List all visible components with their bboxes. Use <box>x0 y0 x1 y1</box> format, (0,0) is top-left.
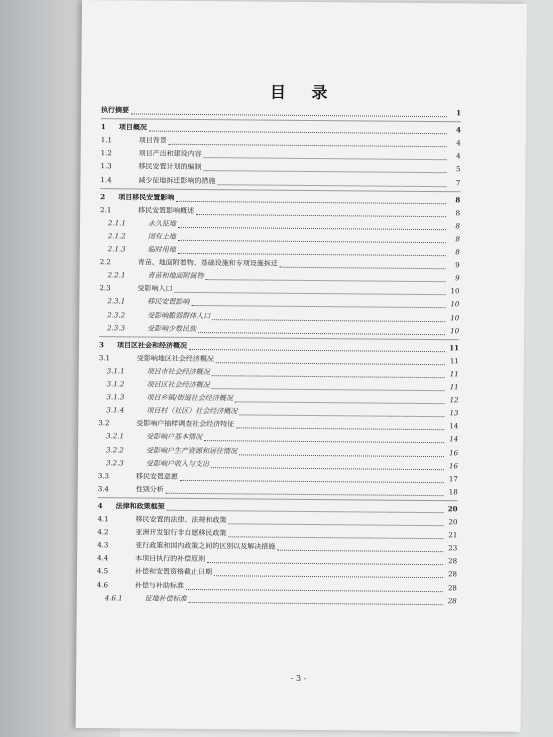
toc-entry-label: 国有土地 <box>147 232 176 241</box>
toc-entry-label: 减少征地拆迁影响的措施 <box>138 175 216 185</box>
toc-entry-number: 1.3 <box>100 162 112 171</box>
toc-entry <box>100 174 460 189</box>
dot-leader <box>212 319 445 322</box>
dot-leader <box>239 415 444 418</box>
dot-leader <box>204 170 447 173</box>
toc-entry-label: 移民安置意愿 <box>135 472 178 481</box>
toc-entry-number: 3.1.3 <box>106 393 125 402</box>
toc-entry-number: 2.3.2 <box>107 310 126 319</box>
toc-entry-page: 10 <box>450 326 460 335</box>
toc-entry-number: 2 <box>100 191 106 201</box>
toc-entry-page: 8 <box>455 194 461 204</box>
toc-entry-label: 执行摘要 <box>101 105 130 115</box>
dot-leader <box>280 267 446 269</box>
toc-entry-page: 4 <box>455 125 461 135</box>
toc-entry-number: 3.2.1 <box>106 432 125 441</box>
toc-entry <box>98 483 458 498</box>
toc-entry-page: 10 <box>450 313 460 322</box>
toc-entry-page: 12 <box>449 396 459 405</box>
dot-leader <box>196 214 446 217</box>
toc-entry-page: 28 <box>447 596 457 605</box>
toc-entry-label: 受影响户基本情况 <box>146 432 203 442</box>
dot-leader <box>169 144 447 147</box>
dot-leader <box>204 440 444 443</box>
toc-entry-label: 项目背景 <box>138 136 167 145</box>
toc-entry-label: 移民安置的法律、法规和政策 <box>135 515 227 525</box>
toc-entry-page: 9 <box>455 274 460 283</box>
toc-entry-page: 20 <box>447 504 458 514</box>
dot-leader <box>235 401 445 404</box>
dot-leader <box>217 184 446 187</box>
toc-entry-number: 2.3.3 <box>107 323 125 332</box>
toc-entry-number: 3.1.2 <box>106 380 125 389</box>
dot-leader <box>211 467 444 470</box>
toc-entry-label: 项目市社会经济概况 <box>146 367 210 377</box>
table-of-contents <box>96 104 466 605</box>
dot-leader <box>277 550 443 552</box>
toc-entry-number: 4.1 <box>97 515 109 524</box>
toc-entry-label: 项目区社会和经济概况 <box>116 340 188 350</box>
toc-entry-number: 1.1 <box>100 136 112 145</box>
toc-entry-label: 移民安置影响概述 <box>138 206 195 215</box>
toc-entry-page: 21 <box>448 531 458 540</box>
toc-entry-page: 28 <box>448 557 458 566</box>
toc-entry-page: 1 <box>456 108 462 118</box>
toc-entry <box>101 104 461 119</box>
toc-entry-label: 项目区社会经济概况 <box>146 380 210 390</box>
toc-entry-page: 23 <box>448 544 458 553</box>
dot-leader <box>186 588 443 591</box>
toc-entry-page: 10 <box>450 287 460 296</box>
dot-leader <box>149 131 447 135</box>
toc-entry-number: 2.3.1 <box>107 297 126 306</box>
toc-entry-label: 受影响户收入与支出 <box>145 459 209 468</box>
toc-entry-label: 法律和政策框架 <box>115 501 165 511</box>
toc-entry-label: 性别分析 <box>135 485 164 494</box>
dot-leader <box>131 113 447 117</box>
toc-entry-number: 3 <box>98 339 104 349</box>
toc-entry-number: 3.2 <box>98 419 110 428</box>
toc-entry-number: 2.1 <box>100 205 112 214</box>
toc-entry <box>99 322 459 337</box>
toc-entry-number: 4.6 <box>96 580 109 589</box>
dot-leader <box>207 562 443 565</box>
toc-entry-number: 2.2.1 <box>107 271 126 280</box>
dot-leader <box>198 332 445 335</box>
toc-entry-page: 11 <box>449 383 459 392</box>
toc-entry-label: 移民安置计划的编制 <box>138 162 202 172</box>
toc-entry-label: 青苗和地面附属物 <box>147 271 204 281</box>
toc-entry-number: 3.3 <box>97 471 110 480</box>
toc-entry-label: 项目产出和建设内容 <box>138 149 202 159</box>
toc-entry-label: 补偿和安置资格截止日期 <box>134 567 213 577</box>
toc-entry-label: 受影响少数民族 <box>147 324 197 333</box>
toc-entry-number: 3.1 <box>98 353 111 363</box>
toc-entry-label: 项目乡镇/街道社会经济概况 <box>146 393 233 403</box>
toc-entry-number: 3.1.1 <box>106 367 125 376</box>
toc-entry-page: 10 <box>450 300 460 309</box>
toc-entry-label: 临时用地 <box>147 245 176 254</box>
toc-entry <box>97 592 457 607</box>
toc-entry-number: 1.4 <box>100 175 112 184</box>
toc-entry-number: 2.1.3 <box>107 245 126 254</box>
dot-leader <box>214 576 443 579</box>
toc-entry-label: 移民安置影响 <box>147 297 190 307</box>
toc-entry-number: 3.1.4 <box>106 406 125 415</box>
toc-entry-page: 7 <box>455 178 461 187</box>
toc-entry-number: 3.2.3 <box>105 458 124 467</box>
toc-entry-page: 9 <box>455 261 460 270</box>
dot-leader <box>212 388 445 391</box>
dot-leader <box>178 227 446 230</box>
dot-leader <box>178 240 446 243</box>
toc-entry-page: 28 <box>448 570 458 579</box>
dot-leader <box>189 602 443 605</box>
page-title: 目 录 <box>269 82 338 103</box>
dot-leader <box>176 200 446 203</box>
toc-entry-page: 13 <box>449 409 459 418</box>
dot-leader <box>206 279 446 282</box>
toc-entry-label: 青苗、地面附着物、基础设施和专项设施拆迁 <box>137 258 278 268</box>
toc-entry-number: 4 <box>97 501 103 511</box>
dot-leader <box>191 305 445 308</box>
toc-entry-number: 4.3 <box>97 541 109 550</box>
toc-entry-label: 受影响地区社会经济概况 <box>136 354 214 363</box>
toc-entry-page: 28 <box>447 583 457 592</box>
dot-leader <box>166 493 444 496</box>
toc-entry-page: 4 <box>456 152 461 161</box>
document-page <box>76 0 527 732</box>
toc-entry-page: 8 <box>455 208 461 217</box>
toc-entry-label: 亚行政策和国内政策之间的区别以及解决措施 <box>135 541 276 551</box>
dot-leader <box>239 454 444 457</box>
toc-entry-number: 4.2 <box>97 528 109 537</box>
toc-entry-label: 受影响户生产资源和居住情况 <box>146 446 238 455</box>
toc-entry-label: 本项目执行的补偿原则 <box>135 554 206 564</box>
dot-leader <box>236 428 444 431</box>
toc-entry-number: 2.1.2 <box>107 232 126 241</box>
toc-entry-label: 征地补偿标准 <box>144 594 187 603</box>
toc-entry-label: 永久征地 <box>148 219 177 228</box>
toc-entry-page: 8 <box>455 248 460 257</box>
dot-leader <box>204 157 447 160</box>
dot-leader <box>180 480 444 483</box>
toc-entry-number: 4.4 <box>97 554 109 563</box>
toc-entry-page: 20 <box>448 518 458 527</box>
dot-leader <box>175 292 446 295</box>
toc-entry-label: 受影响人口 <box>137 284 173 294</box>
dot-leader <box>229 523 444 526</box>
toc-entry-page: 18 <box>448 488 458 497</box>
dot-leader <box>178 253 446 256</box>
toc-entry-number: 1.2 <box>100 149 112 158</box>
toc-entry-page: 11 <box>449 370 459 379</box>
toc-entry-number: 2.3 <box>99 284 111 293</box>
toc-entry-label: 项目概况 <box>118 122 147 132</box>
toc-entry-page: 16 <box>449 448 459 457</box>
toc-entry-label: 项目村（社区）社会经济概况 <box>146 406 238 416</box>
toc-entry-page: 16 <box>448 461 458 470</box>
toc-entry-number: 3.2.2 <box>106 445 124 454</box>
toc-entry-label: 项目移民安置影响 <box>118 191 175 202</box>
toc-entry-label: 受影响脆弱群体人口 <box>147 311 211 320</box>
toc-entry-label: 亚洲开发银行非自愿移民政策 <box>135 528 227 538</box>
dot-leader <box>212 375 445 378</box>
toc-entry-page: 14 <box>449 422 459 431</box>
toc-entry-label: 补偿与补助标准 <box>134 580 184 590</box>
toc-entry-number: 4.5 <box>96 567 109 576</box>
dot-leader <box>189 349 445 352</box>
toc-entry-number: 1 <box>100 122 106 132</box>
dot-leader <box>167 510 444 513</box>
toc-entry-number: 4.6.1 <box>104 593 123 602</box>
toc-entry-page: 11 <box>449 342 460 352</box>
dot-leader <box>228 536 443 539</box>
dot-leader <box>216 362 445 365</box>
toc-entry-number: 3.4 <box>97 484 109 494</box>
toc-entry-label: 受影响户抽样调查社会经济特征 <box>136 419 235 429</box>
toc-entry-page: 5 <box>456 165 461 174</box>
toc-entry-number: 2.2 <box>99 258 111 267</box>
toc-entry-page: 11 <box>449 357 459 366</box>
page-number: - 3 - <box>290 673 307 683</box>
toc-entry-page: 4 <box>456 139 461 148</box>
toc-entry-page: 8 <box>455 235 460 244</box>
toc-entry-page: 8 <box>455 222 461 231</box>
toc-entry-number: 2.1.1 <box>108 219 126 228</box>
toc-entry-page: 14 <box>449 435 459 444</box>
toc-entry-page: 17 <box>448 474 458 483</box>
